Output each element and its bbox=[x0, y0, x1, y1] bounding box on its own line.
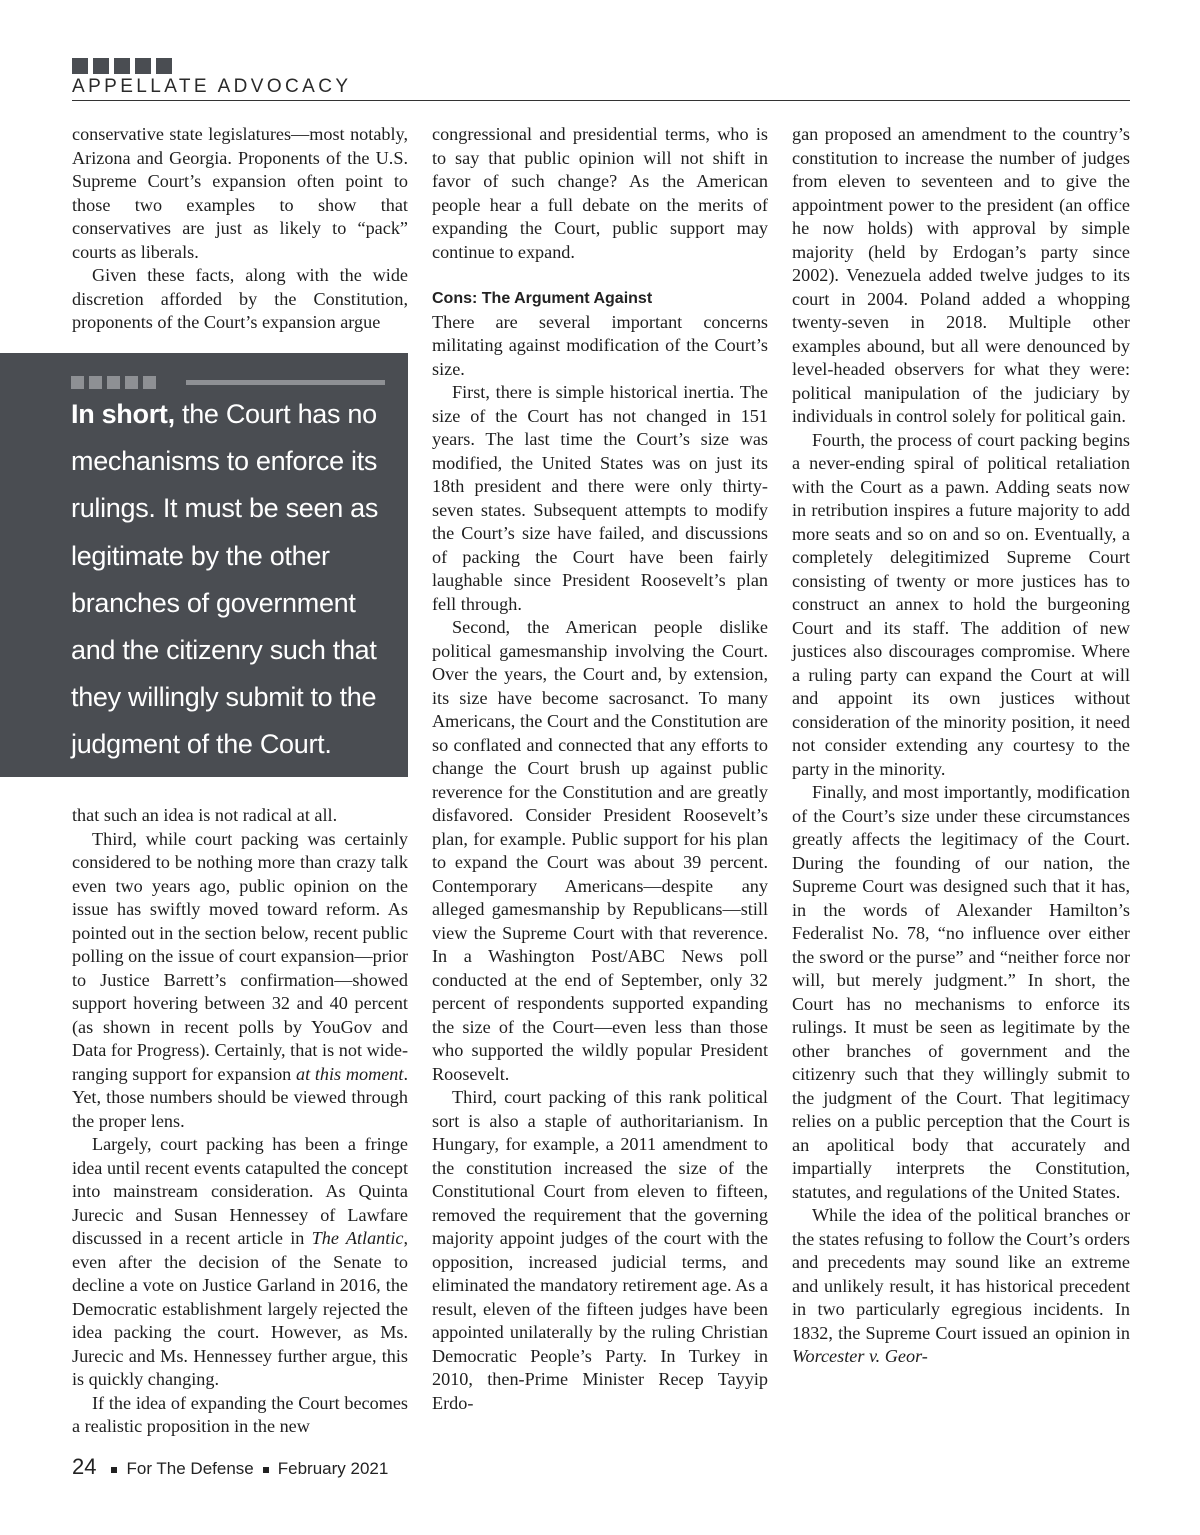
column-1-top bbox=[72, 123, 408, 335]
paragraph: Second, the American people dislike political gamesmanship involving the Court. Over the years, the Court and, by extension, its size have become sacrosanct. To many Americans, the Court and the Constitution are so conflated and connected that any efforts to change the Court brush up against public reverence for the Constitution and are greatly disfavored. Consider President Roosevelt’s plan, for example. Public support for his plan to expand the Court was about 39 percent. Contemporary Americans—despite any alleged gamesmanship by Republicans—still view the Supreme Court with that reverence. In a Washington Post/ABC News poll conducted at the end of September, only 32 percent of respondents supported expanding the size of the Court—even less than those who supported the wildly popular President Roosevelt. bbox=[432, 617, 768, 1084]
publication-title: The Atlantic bbox=[311, 1228, 404, 1248]
column-3 bbox=[792, 123, 1130, 1443]
pullquote-body: the Court has no mechanisms to enforce its rulings. It must be seen as legitimate by the other branches of government and the citizenry such that they willingly submit to the judgment of the Court. bbox=[71, 399, 379, 760]
issue-date: February 2021 bbox=[277, 1459, 389, 1478]
paragraph: that such an idea is not radical at all. bbox=[72, 805, 338, 825]
emphasis: at this moment bbox=[295, 1063, 404, 1084]
section-heading: Cons: The Argument Against bbox=[432, 290, 653, 307]
paragraph: conservative state legislatures—most notably, Arizona and Georgia. Proponents of the U.S. Supreme Court’s expansion often point to those two examples to show that conservatives are just as likely to “pack” courts as liberals. bbox=[72, 124, 408, 262]
bullet-icon bbox=[111, 1467, 117, 1473]
header-squares-decoration bbox=[72, 58, 177, 74]
pullquote-text bbox=[71, 391, 391, 769]
publication-name: For The Defense bbox=[126, 1459, 254, 1478]
paragraph: Third, court packing of this rank political sort is also a staple of authoritarianism. In Hungary, for example, a 2011 amendment to the constitution increased the size of the Constitutional Court from eleven to fifteen, removed the requirement that the governing majority appoint judges of the court with the opposition, increased judicial terms, and eliminated the mandatory retirement age. As a result, eleven of the fifteen judges have been appointed unilaterally by the ruling Christian Democratic People’s Party. In Turkey in 2010, then-Prime Minister Recep Tayyip Erdo- bbox=[432, 1087, 768, 1413]
paragraph: gan proposed an amendment to the country’s constitution to increase the number of judges from eleven to seventeen and to give the appointment power to the president (an office he now holds) with approval by simple majority (held by Erdogan’s party since 2002). Venezuela added twelve judges to its court in 2004. Poland added a whopping twenty-seven in 2018. Multiple other examples abound, but all were denounced by level-headed observers for what they were: political manipulation of the judiciary by individuals in control solely for political gain. bbox=[792, 124, 1130, 426]
column-1-bottom bbox=[72, 804, 408, 1444]
paragraph: Third, while court packing was certainly considered to be nothing more than crazy talk even two years ago, public opinion on the issue has swiftly moved toward reform. As pointed out in the section below, recent public polling on the issue of court expansion—prior to Justice Barrett’s confirmation—showed support hovering between 32 and 40 percent (as shown in recent polls by YouGov and Data for Progress). Certainly, that is not wide-ranging support for expansion at this moment. Yet, those numbers should be viewed through the proper lens. bbox=[72, 828, 408, 1131]
paragraph: First, there is simple historical inertia. The size of the Court has not changed in 151 years. The last time the Court’s size was modified, the United States was on just its 18th president and there were only thirty-seven states. Subsequent attempts to modify the Court’s size have failed, and discussions of packing the Court have been fairly laughable since President Roosevelt’s plan fell through. bbox=[432, 382, 768, 614]
page-number: 24 bbox=[72, 1454, 97, 1479]
paragraph: Fourth, the process of court packing begins a never-ending spiral of political retaliation with the Court as a pawn. Adding seats now in retribution inspires a future majority to add more seats and so on and so on. Eventually, a completely delegitimized Supreme Court consisting of twenty or more justices has to construct an annex to hold the burgeoning Court and its staff. The addition of new justices also discourages compromise. Where a ruling party can expand the Court at will and appoint its own justices without consideration of the minority position, it need not consider extending any courtesy to the party in the minority. bbox=[792, 429, 1130, 779]
paragraph: While the idea of the political branches or the states refusing to follow the Court’s orders and precedents may sound like an extreme and unlikely result, it has historical precedent in two particularly egregious incidents. In 1832, the Supreme Court issued an opinion in Worcester v. Geor- bbox=[792, 1205, 1130, 1366]
case-name: Worcester v. Geor- bbox=[792, 1346, 928, 1366]
section-label: APPELLATE ADVOCACY bbox=[72, 76, 352, 97]
paragraph: Given these facts, along with the wide discretion afforded by the Constitution, proponents of the Court’s expansion argue bbox=[72, 265, 408, 332]
paragraph: There are several important concerns militating against modification of the Court’s size. bbox=[432, 311, 768, 379]
bullet-icon bbox=[263, 1467, 269, 1473]
paragraph: congressional and presidential terms, who is to say that public opinion will not shift in favor of such change? As the American people hear a full debate on the merits of expanding the Court, public support may continue to expand. bbox=[432, 124, 768, 262]
paragraph: Largely, court packing has been a fringe idea until recent events catapulted the concept into mainstream consideration. As Quinta Jurecic and Susan Hennessey of Lawfare discussed in a recent article in The Atlantic, even after the decision of the Senate to decline a vote on Justice Garland in 2016, the Democratic establishment largely rejected the idea packing the court. However, as Ms. Jurecic and Ms. Hennessey further argue, this is quickly changing. bbox=[72, 1134, 408, 1389]
column-2 bbox=[432, 123, 768, 1443]
paragraph: If the idea of expanding the Court becomes a realistic proposition in the new bbox=[72, 1392, 408, 1436]
page-footer bbox=[72, 1454, 388, 1480]
header-rule bbox=[72, 100, 1130, 101]
pullquote-box bbox=[0, 353, 408, 777]
paragraph: Finally, and most importantly, modification of the Court’s size under these circumstances greatly affects the legitimacy of the Court. During the founding of our nation, the Supreme Court was designed such that it has, in the words of Alexander Hamilton’s Federalist No. 78, “no influence over either the sword or the purse” and “neither force nor will, but merely judgment.” In short, the Court has no mechanisms to enforce its rulings. It must be seen as legitimate by the other branches of government and the citizenry such that they willingly submit to the judgment of the Court. That legitimacy relies on a public perception that the Court is an apolitical body that accurately and impartially interprets the Constitution, statutes, and regulations of the United States. bbox=[792, 782, 1130, 1202]
pullquote-decoration bbox=[71, 376, 385, 389]
pullquote-lead: In short, bbox=[71, 399, 175, 429]
